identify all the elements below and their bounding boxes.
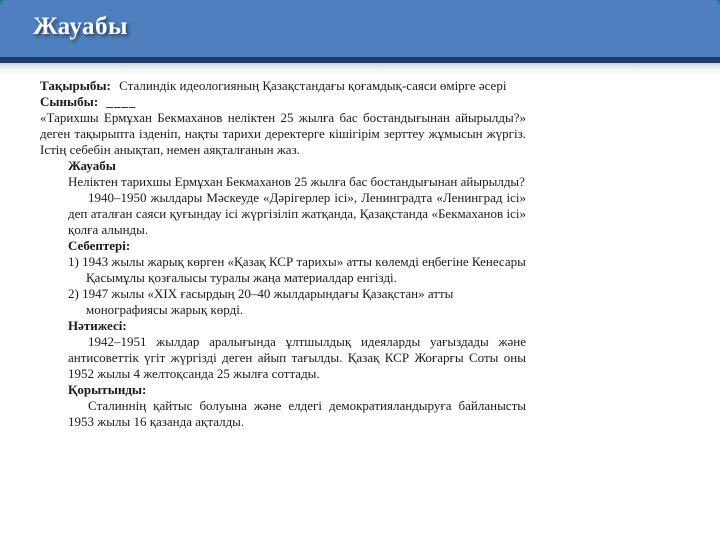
- document-body: [40, 78, 526, 430]
- conclusion-paragraph: Сталиннің қайтыс болуына және елдегі демократияландыруға байланысты 1953 жылы 16 қазанда ақталды.: [68, 398, 526, 429]
- context-paragraph: 1940–1950 жылдары Мәскеуде «Дәрігерлер ісі», Ленинградта «Ленинград ісі» деп аталған саяси қуғындау ісі жүргізіліп жатқанда, Қазақстанда «Бекмаханов ісі» қолға алынды.: [68, 190, 526, 237]
- class-blank: ____: [106, 94, 137, 109]
- reason-2-number: 2): [68, 286, 79, 301]
- reasons-heading: Себептері:: [68, 238, 131, 253]
- slide-title-bar: [0, 0, 720, 63]
- question-paragraph: Неліктен тарихшы Ермұхан Бекмаханов 25 жылға бас бостандығынан айырылды?: [68, 174, 525, 189]
- reason-item-1: [68, 254, 526, 286]
- slide-title: Жауабы: [33, 13, 129, 40]
- reason-item-2: [68, 286, 526, 318]
- reason-2-text: 1947 жылы «XIX ғасырдың 20–40 жылдарындағы Қазақстан» атты монографиясы жарық көрді.: [82, 286, 454, 317]
- reason-1-text: 1943 жылы жарық көрген «Қазақ КСР тарихы» атты көлемді еңбегіне Кенесары Қасымұлы қозғалысы туралы жаңа материалдар енгізді.: [82, 254, 526, 285]
- answer-section: [68, 158, 526, 430]
- class-label: Сыныбы:: [40, 94, 99, 109]
- result-paragraph: 1942–1951 жылдар аралығында ұлтшылдық идеяларды уағыздады және антисоветтік үгіт жүргізді деген айып тағылды. Қазақ КСР Жоғарғы Соты оны 1952 жылы 4 желтоқсанда 25 жылға соттады.: [68, 334, 526, 381]
- topic-text: Сталиндік идеологияның Қазақстандағы қоғамдық-саяси өмірге әсері: [119, 78, 507, 93]
- title-bar-shadow: [0, 63, 720, 76]
- result-heading: Нәтижесі:: [68, 318, 127, 333]
- answer-heading: Жауабы: [68, 158, 116, 173]
- task-quote: «Тарихшы Ермұхан Бекмаханов неліктен 25 жылға бас бостандығынан айырылды?» деген тақырыпта ізденіп, нақты тарихи деректерге кішігірім зерттеу жұмысын жүргіз. Істің себебін анықтап, немен аяқталғанын жаз.: [40, 110, 526, 157]
- reason-1-number: 1): [68, 254, 79, 269]
- topic-label: Тақырыбы:: [40, 78, 111, 93]
- topic-line: [40, 78, 526, 94]
- conclusion-heading: Қорытынды:: [68, 382, 147, 397]
- class-line: [40, 94, 526, 110]
